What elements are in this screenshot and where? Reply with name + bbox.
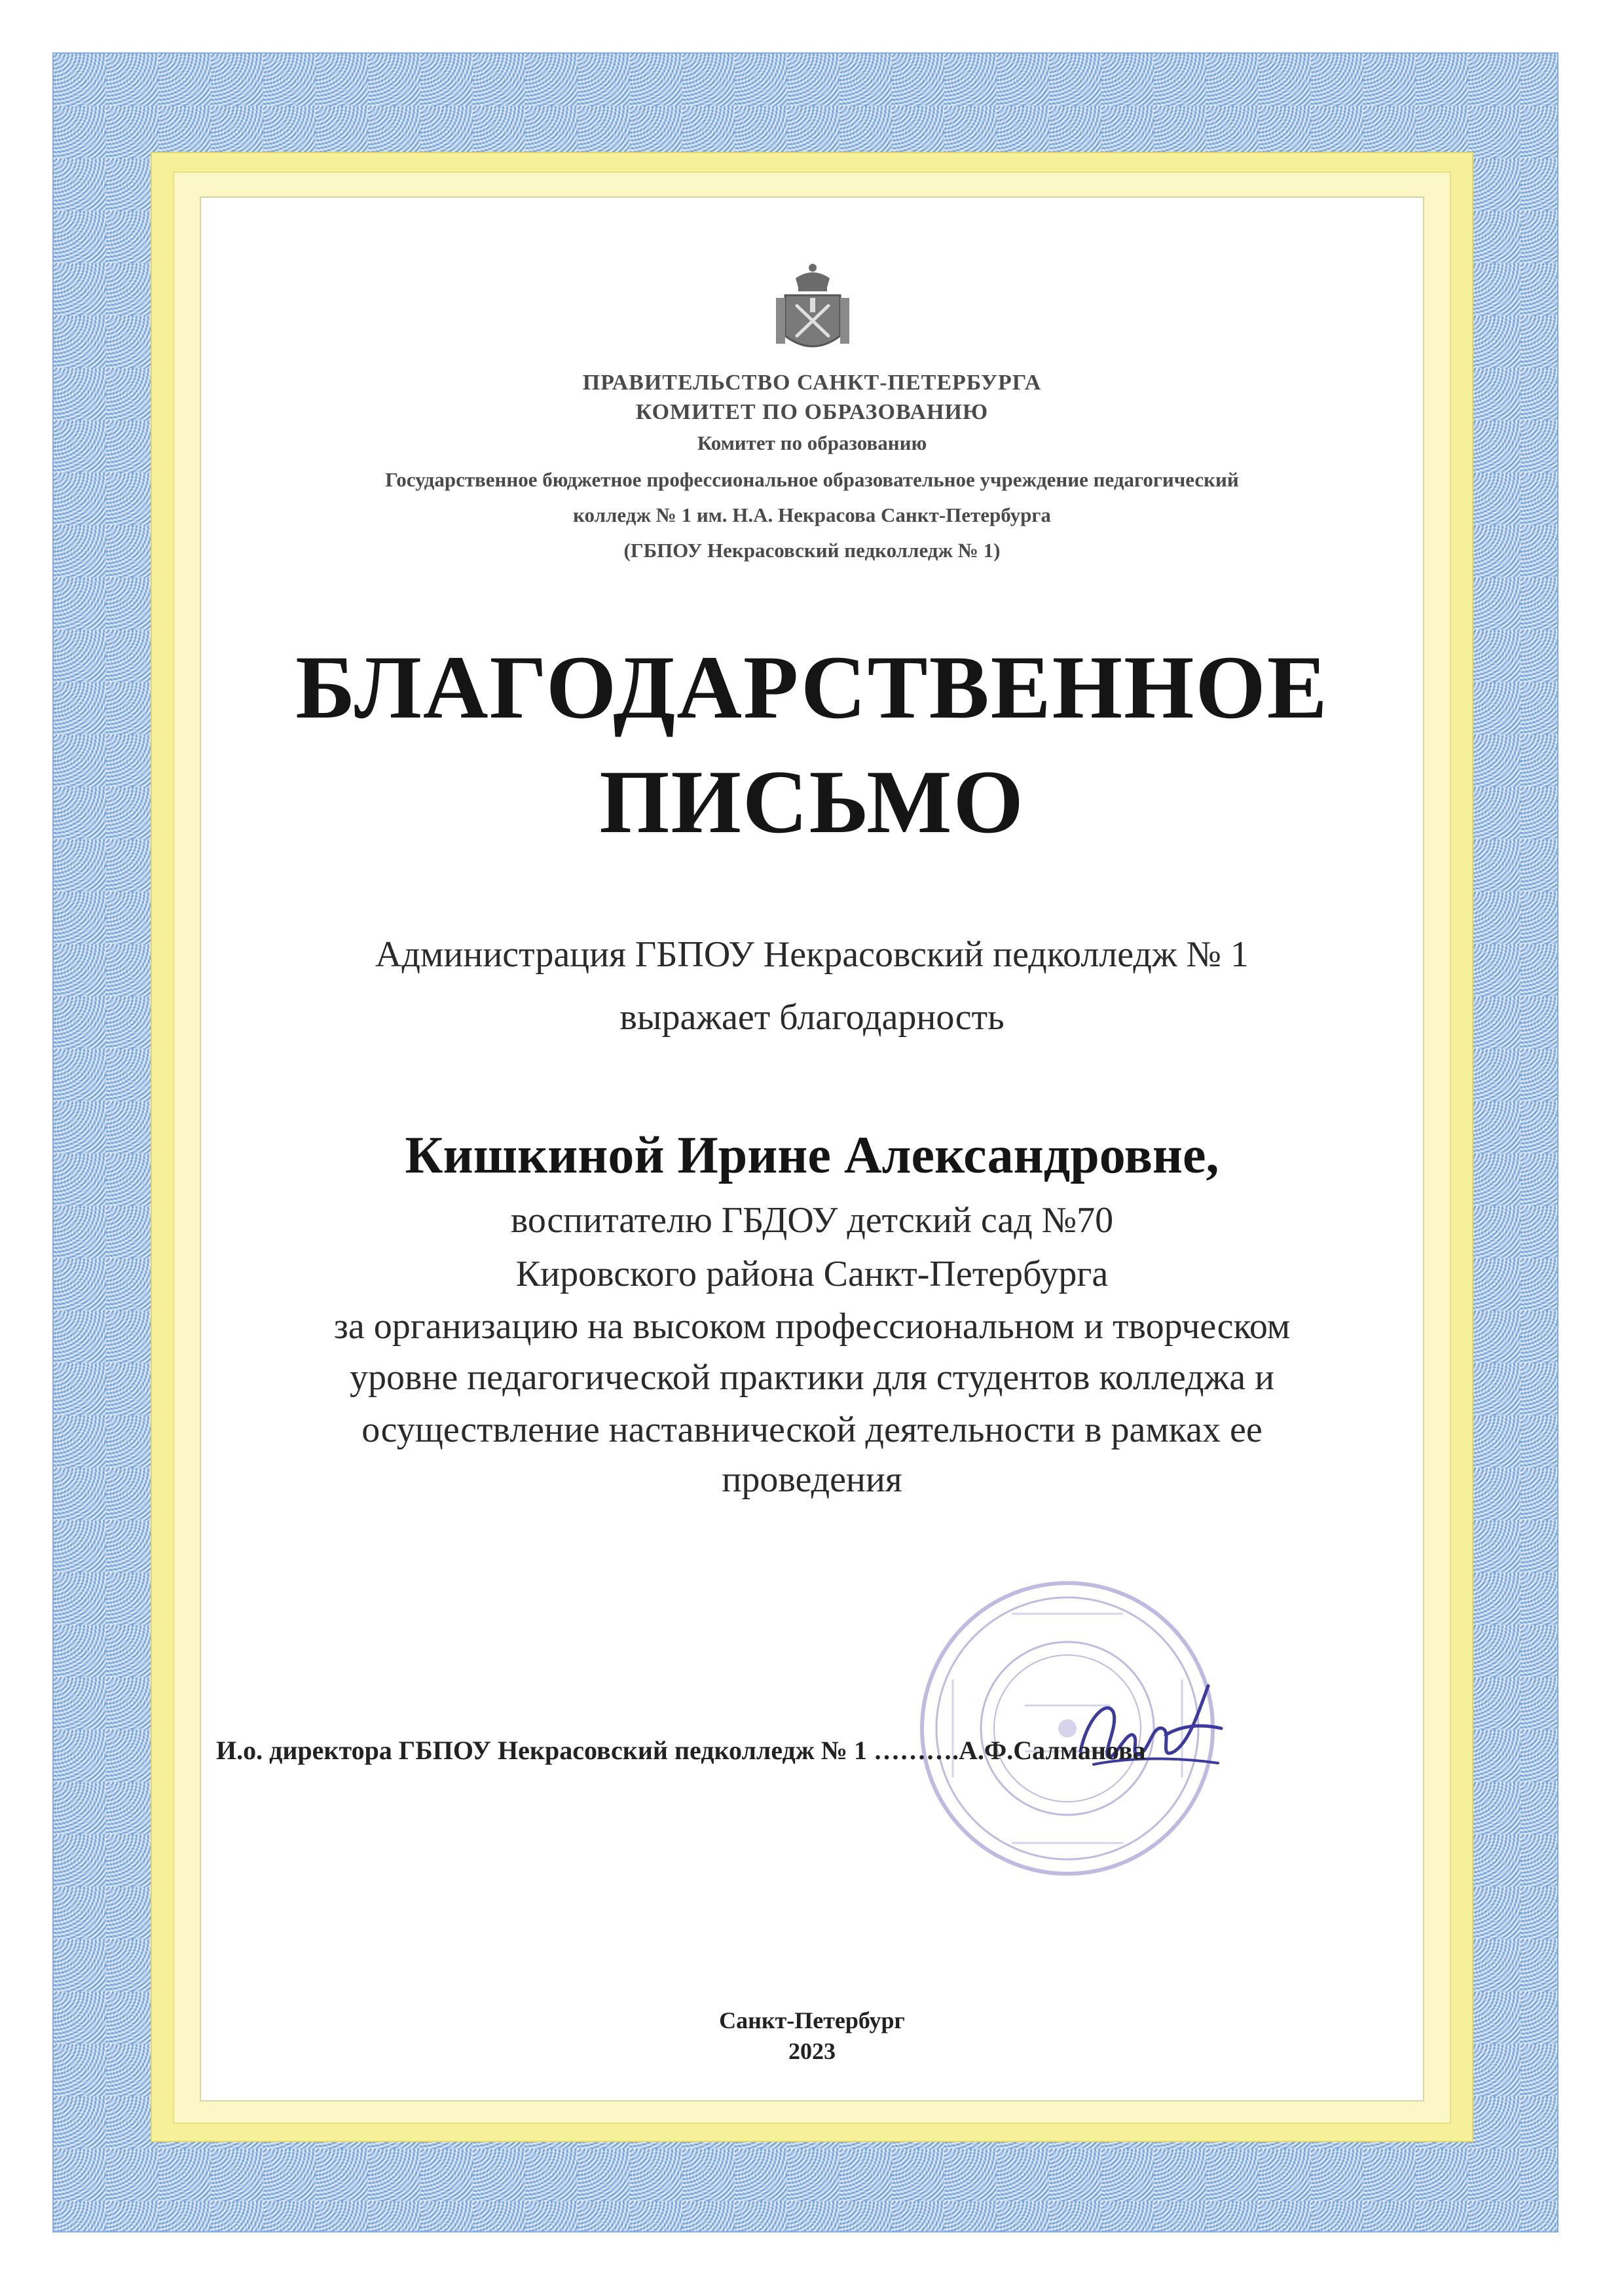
- reason-line3: осуществление наставнической деятельности в рамках ее: [361, 1410, 1263, 1450]
- header-institution-line2: колледж № 1 им. Н.А. Некрасова Санкт-Петербурга: [573, 503, 1051, 526]
- header-committee-sub: Комитет по образованию: [697, 431, 927, 454]
- recipient-name: Кишкиной Ирине Александровне,: [405, 1127, 1219, 1184]
- reason-line2: уровне педагогической практики для студентов колледжа и: [349, 1357, 1275, 1398]
- footer-year: 2023: [788, 2038, 836, 2064]
- recipient-position: воспитателю ГБДОУ детский сад №70: [510, 1200, 1114, 1241]
- footer-city: Санкт-Петербург: [719, 2007, 905, 2033]
- document-title-line2: ПИСЬМО: [599, 752, 1025, 852]
- header-institution-abbrev: (ГБПОУ Некрасовский педколледж № 1): [623, 539, 1001, 562]
- coat-of-arms-icon: [776, 259, 849, 358]
- intro-line1: Администрация ГБПОУ Некрасовский педколледж № 1: [375, 934, 1249, 975]
- recipient-district: Кировского района Санкт-Петербурга: [515, 1254, 1109, 1294]
- document-title-line1: БЛАГОДАРСТВЕННОЕ: [295, 637, 1329, 737]
- director-signature-line: И.о. директора ГБПОУ Некрасовский педколледж № 1 ……….А.Ф.Салманова: [216, 1736, 1146, 1765]
- reason-line4: проведения: [722, 1459, 902, 1500]
- reason-line1: за организацию на высоком профессиональном и творческом: [333, 1306, 1291, 1347]
- header-committee: КОМИТЕТ ПО ОБРАЗОВАНИЮ: [635, 400, 989, 424]
- header-institution-line1: Государственное бюджетное профессиональное образовательное учреждение педагогический: [385, 468, 1239, 491]
- header-government: ПРАВИТЕЛЬСТВО САНКТ-ПЕТЕРБУРГА: [582, 371, 1042, 395]
- intro-line2: выражает благодарность: [619, 997, 1005, 1038]
